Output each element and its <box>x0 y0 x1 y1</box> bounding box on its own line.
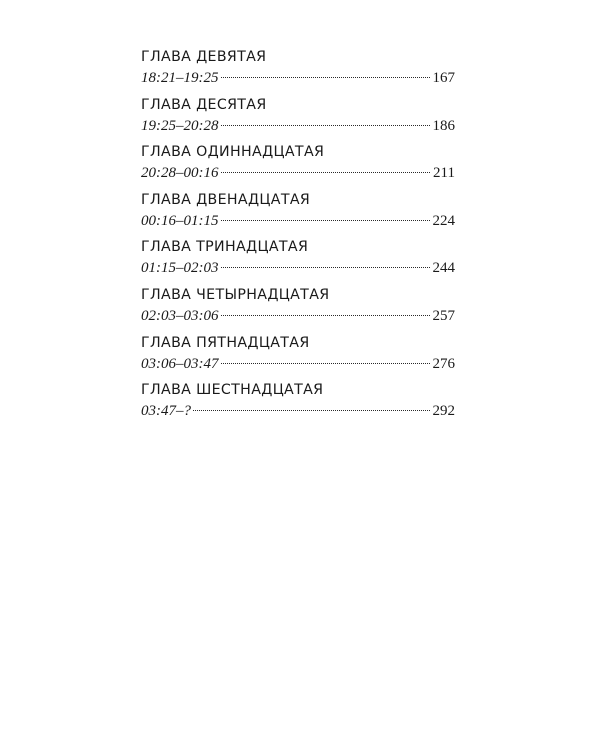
chapter-title: ГЛАВА ЧЕТЫРНАДЦАТАЯ <box>141 286 330 303</box>
chapter-page-number: 257 <box>432 307 455 324</box>
chapter-time-range: 01:15–02:03 <box>141 260 219 277</box>
chapter-line <box>141 67 455 89</box>
chapter-page-number: 276 <box>432 355 455 372</box>
toc-entry[interactable] <box>141 190 455 237</box>
chapter-page-number: 211 <box>433 165 455 182</box>
chapter-page-number: 167 <box>432 70 455 86</box>
chapter-page-number: 244 <box>432 260 455 277</box>
toc-entry[interactable] <box>141 333 455 380</box>
dot-leader <box>221 125 430 126</box>
chapter-title: ГЛАВА ТРИНАДЦАТАЯ <box>141 239 309 256</box>
chapter-line <box>141 115 455 137</box>
chapter-title: ГЛАВА ДЕСЯТАЯ <box>141 96 267 113</box>
chapter-page-number: 292 <box>432 403 455 420</box>
chapter-line <box>141 210 455 232</box>
dot-leader <box>221 363 430 364</box>
chapter-title: ГЛАВА ДВЕНАДЦАТАЯ <box>141 191 311 208</box>
chapter-page-number: 224 <box>432 212 455 229</box>
dot-leader <box>221 77 430 78</box>
dot-leader <box>221 315 430 316</box>
toc-entry[interactable] <box>141 142 455 189</box>
chapter-line <box>141 305 455 327</box>
chapter-title: ГЛАВА ОДИННАДЦАТАЯ <box>141 144 325 161</box>
dot-leader <box>221 172 431 173</box>
chapter-time-range: 20:28–00:16 <box>141 165 219 182</box>
chapter-title: ГЛАВА ДЕВЯТАЯ <box>141 49 267 65</box>
chapter-time-range: 03:47–? <box>141 403 191 420</box>
dot-leader <box>221 220 430 221</box>
toc-entry[interactable] <box>141 285 455 332</box>
chapter-page-number: 186 <box>432 117 455 134</box>
table-of-contents <box>141 46 455 427</box>
chapter-time-range: 18:21–19:25 <box>141 70 219 86</box>
chapter-line <box>141 400 455 422</box>
dot-leader <box>221 267 430 268</box>
toc-entry[interactable] <box>141 380 455 427</box>
dot-leader <box>193 410 430 411</box>
chapter-time-range: 02:03–03:06 <box>141 307 219 324</box>
toc-entry[interactable] <box>141 237 455 284</box>
chapter-time-range: 03:06–03:47 <box>141 355 219 372</box>
toc-entry[interactable] <box>141 47 455 94</box>
chapter-title: ГЛАВА ПЯТНАДЦАТАЯ <box>141 334 310 351</box>
toc-entry[interactable] <box>141 95 455 142</box>
chapter-line <box>141 162 455 184</box>
chapter-time-range: 19:25–20:28 <box>141 117 219 134</box>
chapter-title: ГЛАВА ШЕСТНАДЦАТАЯ <box>141 382 324 399</box>
chapter-time-range: 00:16–01:15 <box>141 212 219 229</box>
chapter-line <box>141 353 455 375</box>
chapter-line <box>141 257 455 279</box>
